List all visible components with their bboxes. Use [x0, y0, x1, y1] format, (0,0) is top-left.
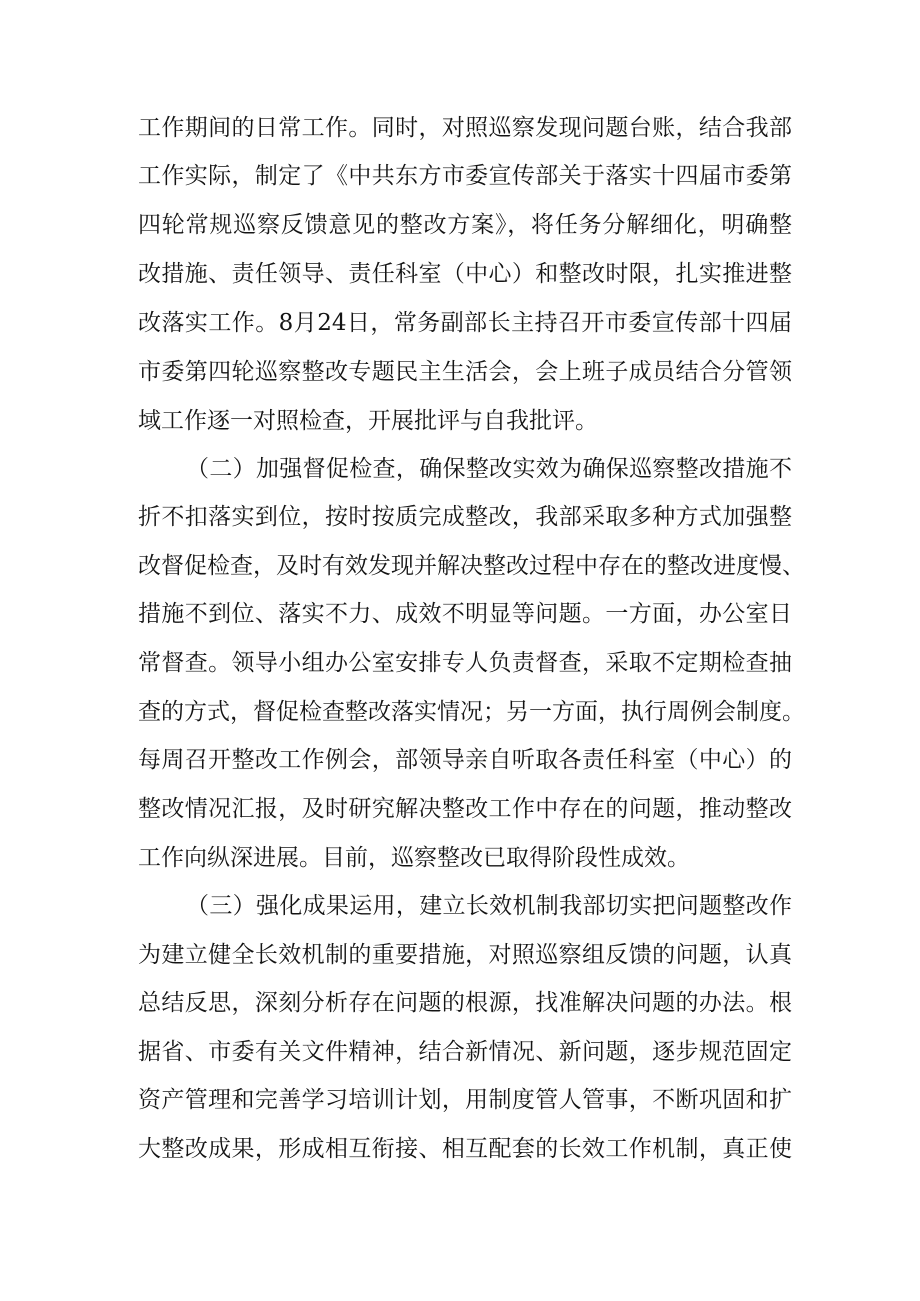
text-line: 工作期间的日常工作。同时，对照巡察发现问题台账，结合我部	[138, 115, 792, 141]
text-line: 域工作逐一对照检查，开展批评与自我批评。	[138, 408, 598, 434]
text-line: 措施不到位、落实不力、成效不明显等问题。一方面，办公室日	[138, 601, 792, 627]
section-heading-line: （三）强化成果运用，建立长效机制我部切实把问题整改作	[186, 893, 792, 919]
text-line: 市委第四轮巡察整改专题民主生活会，会上班子成员结合分管领	[138, 359, 792, 385]
text-line: 四轮常规巡察反馈意见的整改方案》，将任务分解细化，明确整	[138, 212, 792, 238]
text-line: 每周召开整改工作例会，部领导亲自听取各责任科室（中心）的	[138, 747, 792, 773]
text-line: 整改情况汇报，及时研究解决整改工作中存在的问题，推动整改	[138, 796, 792, 822]
text-line: 折不扣落实到位，按时按质完成整改，我部采取多种方式加强整	[138, 504, 792, 530]
text-line: 改落实工作。8月24日，常务副部长主持召开市委宣传部十四届	[138, 310, 792, 336]
text-line: 工作向纵深进展。目前，巡察整改已取得阶段性成效。	[138, 845, 690, 871]
text-line: 改措施、责任领导、责任科室（中心）和整改时限，扎实推进整	[138, 261, 792, 287]
text-line: 工作实际，制定了《中共东方市委宣传部关于落实十四届市委第	[138, 163, 792, 189]
text-line: 大整改成果，形成相互衔接、相互配套的长效工作机制，真正使	[138, 1136, 792, 1162]
text-line: 资产管理和完善学习培训计划，用制度管人管事，不断巩固和扩	[138, 1087, 792, 1113]
text-line: 总结反思，深刻分析存在问题的根源，找准解决问题的办法。根	[138, 990, 792, 1016]
text-line: 据省、市委有关文件精神，结合新情况、新问题，逐步规范固定	[138, 1039, 792, 1065]
text-line: 为建立健全长效机制的重要措施，对照巡察组反馈的问题，认真	[138, 942, 792, 968]
section-heading-line: （二）加强督促检查，确保整改实效为确保巡察整改措施不	[186, 456, 792, 482]
text-line: 查的方式，督促检查整改落实情况；另一方面，执行周例会制度。	[138, 699, 805, 725]
text-line: 常督查。领导小组办公室安排专人负责督查，采取不定期检查抽	[138, 650, 792, 676]
text-line: 改督促检查，及时有效发现并解决整改过程中存在的整改进度慢、	[138, 553, 805, 579]
